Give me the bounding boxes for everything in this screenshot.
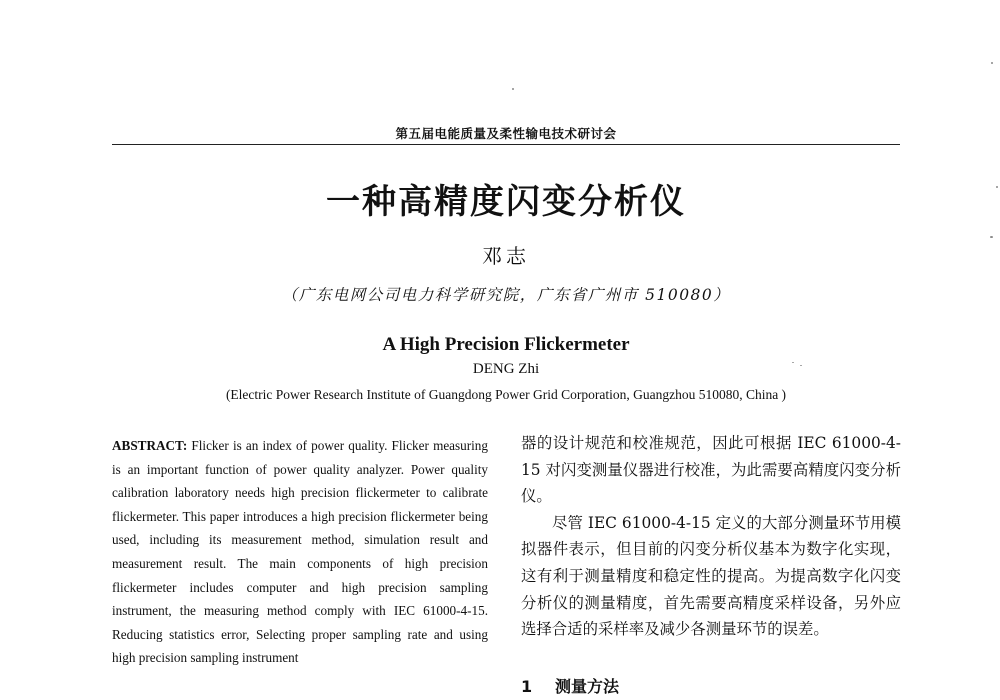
scan-speck	[512, 88, 514, 90]
paper-title-cn: 一种高精度闪变分析仪	[326, 182, 686, 222]
section-number: 1	[521, 677, 533, 696]
body-paragraph: 器的设计规范和校准规范，因此可根据 IEC 61000-4-15 对闪变测量仪器进行校准，为此需要高精度闪变分析仪。	[521, 434, 901, 506]
abstract-text: Flicker is an index of power quality. Flicker measuring is an important function of power quality analyzer. Power quality calibration laboratory needs high precision flickermeter to calibrate flickermeter. This paper introduces a high precision flickermeter being used, including its measurement method, simulation result and measurement result. The main components of high precision flickermeter includes computer and high precision sampling instrument, the measuring method comply with IEC 61000-4-15. Reducing statistics error, Selecting proper sampling rate and using high precision sampling instrument	[112, 438, 488, 666]
body-right-column	[521, 430, 901, 643]
scan-speck	[990, 236, 993, 238]
scan-speck	[991, 62, 993, 64]
affiliation-cn: （广东电网公司电力科学研究院，广东省广州市 510080）	[281, 286, 731, 304]
paper-title-en: A High Precision Flickermeter	[382, 334, 630, 355]
author-name-en: DENG Zhi	[472, 361, 540, 377]
section-title: 测量方法	[555, 677, 620, 696]
scan-speck	[996, 186, 998, 188]
running-header: 第五届电能质量及柔性输电技术研讨会	[395, 126, 617, 141]
body-paragraph: 尽管 IEC 61000-4-15 定义的大部分测量环节用模拟器件表示，但目前的闪变分析仪基本为数字化实现，这有利于测量精度和稳定性的提高。为提高数字化闪变分析仪的测量精度，首先需要高精度采样设备，另外应选择合适的采样率及减少各测量环节的误差。	[521, 513, 901, 639]
author-name-cn: 邓志	[482, 244, 530, 268]
abstract-label: ABSTRACT:	[112, 438, 188, 453]
section-heading	[521, 674, 901, 700]
header-rule	[112, 144, 900, 145]
affiliation-en: (Electric Power Research Institute of Guangdong Power Grid Corporation, Guangzhou 510080, China )	[225, 387, 787, 402]
abstract-column	[112, 434, 488, 670]
